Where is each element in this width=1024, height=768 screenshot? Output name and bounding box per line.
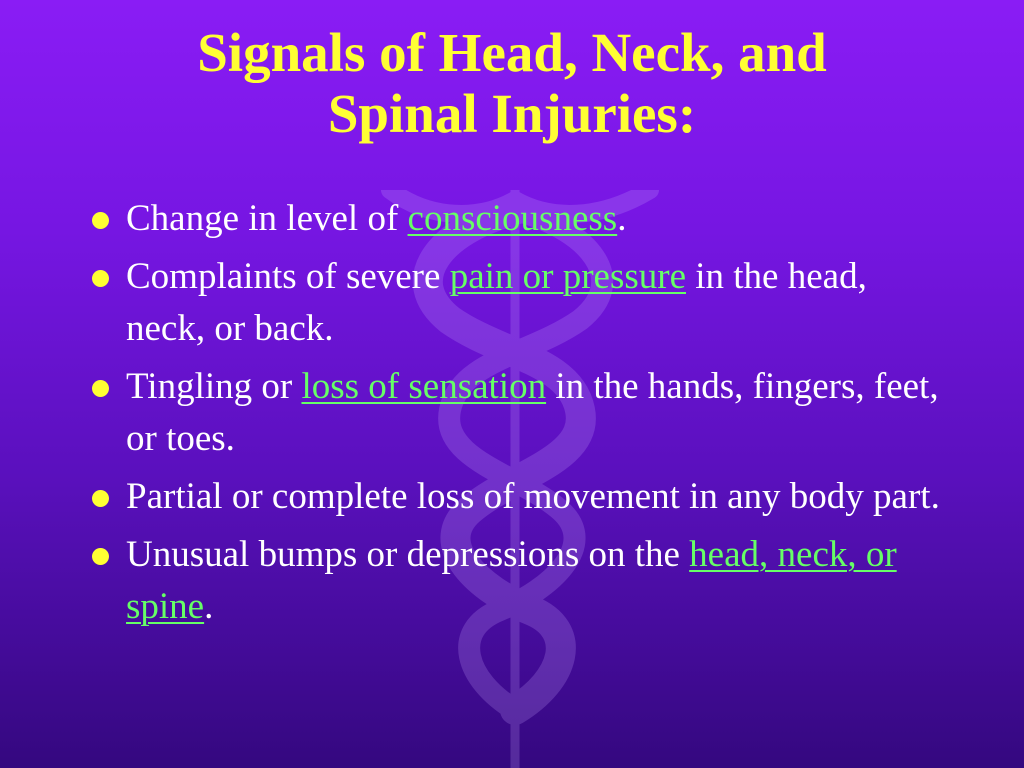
bullet-text: Unusual bumps or depressions on the <box>126 534 690 575</box>
bullet-dot-icon <box>92 270 109 287</box>
bullet-text-end: in the hands, fingers, feet, or toes. <box>126 366 939 459</box>
bullet-text: Partial or complete loss of movement in any body part. <box>126 476 940 517</box>
bullet-list <box>88 193 948 639</box>
pain-or-pressure-link[interactable]: pain or pressure <box>449 256 686 297</box>
bullet-item-sensation <box>88 361 948 465</box>
bullet-text-end: . <box>617 198 627 239</box>
bullet-dot-icon <box>92 490 109 507</box>
bullet-text: Change in level of <box>126 198 408 239</box>
bullet-dot-icon <box>92 548 109 565</box>
slide-title <box>0 22 1024 144</box>
bullet-dot-icon <box>92 380 109 397</box>
bullet-text-end: . <box>204 586 214 627</box>
bullet-item-pain <box>88 251 948 355</box>
bullet-text-end: in the head, neck, or back. <box>126 256 867 349</box>
consciousness-link[interactable]: consciousness <box>407 198 618 239</box>
bullet-item-bumps <box>88 529 948 633</box>
head-neck-spine-link[interactable]: head, neck, or spine <box>126 534 897 627</box>
bullet-dot-icon <box>92 212 109 229</box>
bullet-text: Tingling or <box>126 366 302 407</box>
bullet-item-consciousness <box>88 193 948 245</box>
bullet-text: Complaints of severe <box>126 256 450 297</box>
title-line-2: Spinal Injuries: <box>327 83 697 144</box>
title-line-1: Signals of Head, Neck, and <box>197 22 827 83</box>
loss-of-sensation-link[interactable]: loss of sensation <box>301 366 547 407</box>
bullet-item-movement <box>88 471 948 523</box>
